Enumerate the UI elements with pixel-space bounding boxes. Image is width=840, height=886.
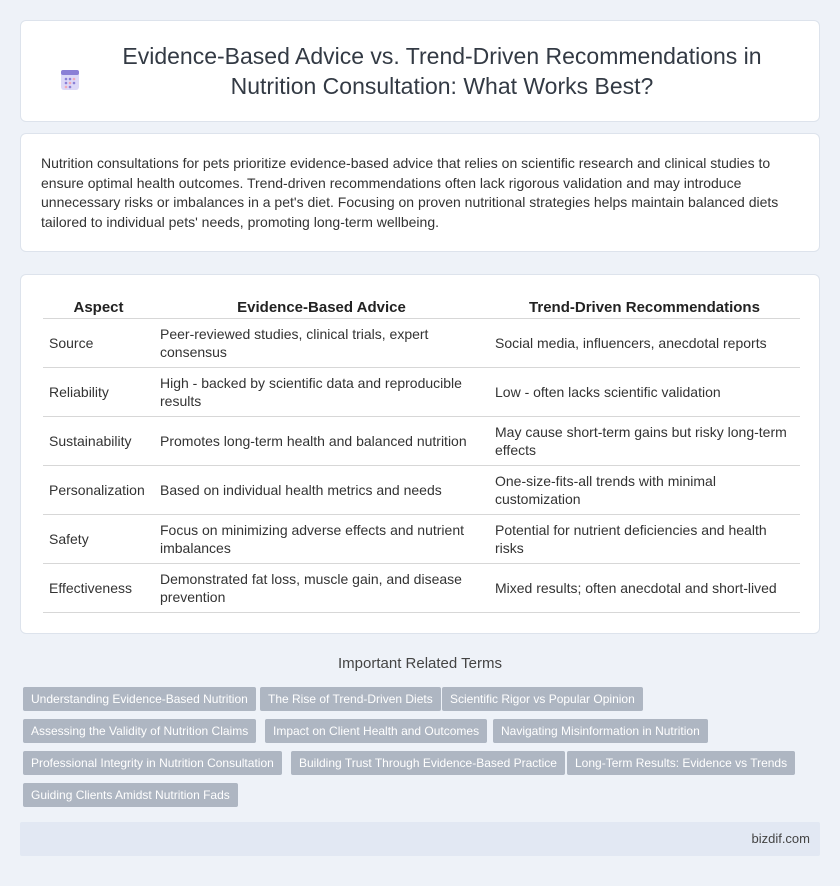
trend-cell: Potential for nutrient deficiencies and health risks (489, 515, 800, 564)
evidence-cell: Promotes long-term health and balanced nutrition (154, 417, 489, 466)
aspect-cell: Effectiveness (43, 564, 154, 613)
term-tag[interactable]: The Rise of Trend-Driven Diets (260, 687, 441, 711)
term-tag[interactable]: Building Trust Through Evidence-Based Practice (291, 751, 565, 775)
term-tag[interactable]: Scientific Rigor vs Popular Opinion (442, 687, 643, 711)
title-card (20, 20, 820, 122)
related-terms-heading: Important Related Terms (338, 655, 502, 672)
document-grid-icon (58, 68, 82, 92)
term-tag[interactable]: Impact on Client Health and Outcomes (265, 719, 487, 743)
term-tag[interactable]: Assessing the Validity of Nutrition Claims (23, 719, 256, 743)
trend-cell: Mixed results; often anecdotal and short-lived (489, 564, 800, 613)
comparison-table-card (20, 274, 820, 634)
evidence-cell: Peer-reviewed studies, clinical trials, expert consensus (154, 319, 489, 368)
evidence-cell: Focus on minimizing adverse effects and nutrient imbalances (154, 515, 489, 564)
term-tag[interactable]: Long-Term Results: Evidence vs Trends (567, 751, 795, 775)
page-title: Evidence-Based Advice vs. Trend-Driven Recommendations in Nutrition Consultation: What Works Best? (122, 43, 762, 99)
term-tag[interactable]: Understanding Evidence-Based Nutrition (23, 687, 256, 711)
aspect-cell: Personalization (43, 466, 154, 515)
table-row (43, 319, 800, 368)
table-row (43, 368, 800, 417)
term-tag[interactable]: Navigating Misinformation in Nutrition (493, 719, 708, 743)
table-row (43, 515, 800, 564)
aspect-cell: Sustainability (43, 417, 154, 466)
aspect-cell: Reliability (43, 368, 154, 417)
table-row (43, 417, 800, 466)
evidence-cell: Demonstrated fat loss, muscle gain, and disease prevention (154, 564, 489, 613)
trend-cell: Social media, influencers, anecdotal reports (489, 319, 800, 368)
intro-paragraph: Nutrition consultations for pets prioritize evidence-based advice that relies on scientific research and clinical studies to ensure optimal health outcomes. Trend-driven recommendations often lack rigorous validation and may introduce unnecessary risks or imbalances in a pet's diet. Focusing on proven nutritional strategies helps maintain balanced diets tailored to individual pets' needs, promoting long-term wellbeing. (41, 155, 779, 230)
term-tag[interactable]: Professional Integrity in Nutrition Consultation (23, 751, 282, 775)
trend-cell: Low - often lacks scientific validation (489, 368, 800, 417)
footer-bar (20, 822, 820, 856)
intro-card (20, 133, 820, 252)
header-trend-driven: Trend-Driven Recommendations (489, 295, 800, 319)
evidence-cell: Based on individual health metrics and needs (154, 466, 489, 515)
table-row (43, 564, 800, 613)
title-wrap (58, 41, 782, 101)
aspect-cell: Safety (43, 515, 154, 564)
comparison-table (43, 295, 800, 613)
term-tag[interactable]: Guiding Clients Amidst Nutrition Fads (23, 783, 238, 807)
trend-cell: May cause short-term gains but risky long-term effects (489, 417, 800, 466)
header-evidence-based: Evidence-Based Advice (154, 295, 489, 319)
header-aspect: Aspect (43, 295, 154, 319)
footer-site-link[interactable]: bizdif.com (751, 831, 810, 846)
aspect-cell: Source (43, 319, 154, 368)
table-row (43, 466, 800, 515)
table-header-row (43, 295, 800, 319)
trend-cell: One-size-fits-all trends with minimal customization (489, 466, 800, 515)
evidence-cell: High - backed by scientific data and reproducible results (154, 368, 489, 417)
